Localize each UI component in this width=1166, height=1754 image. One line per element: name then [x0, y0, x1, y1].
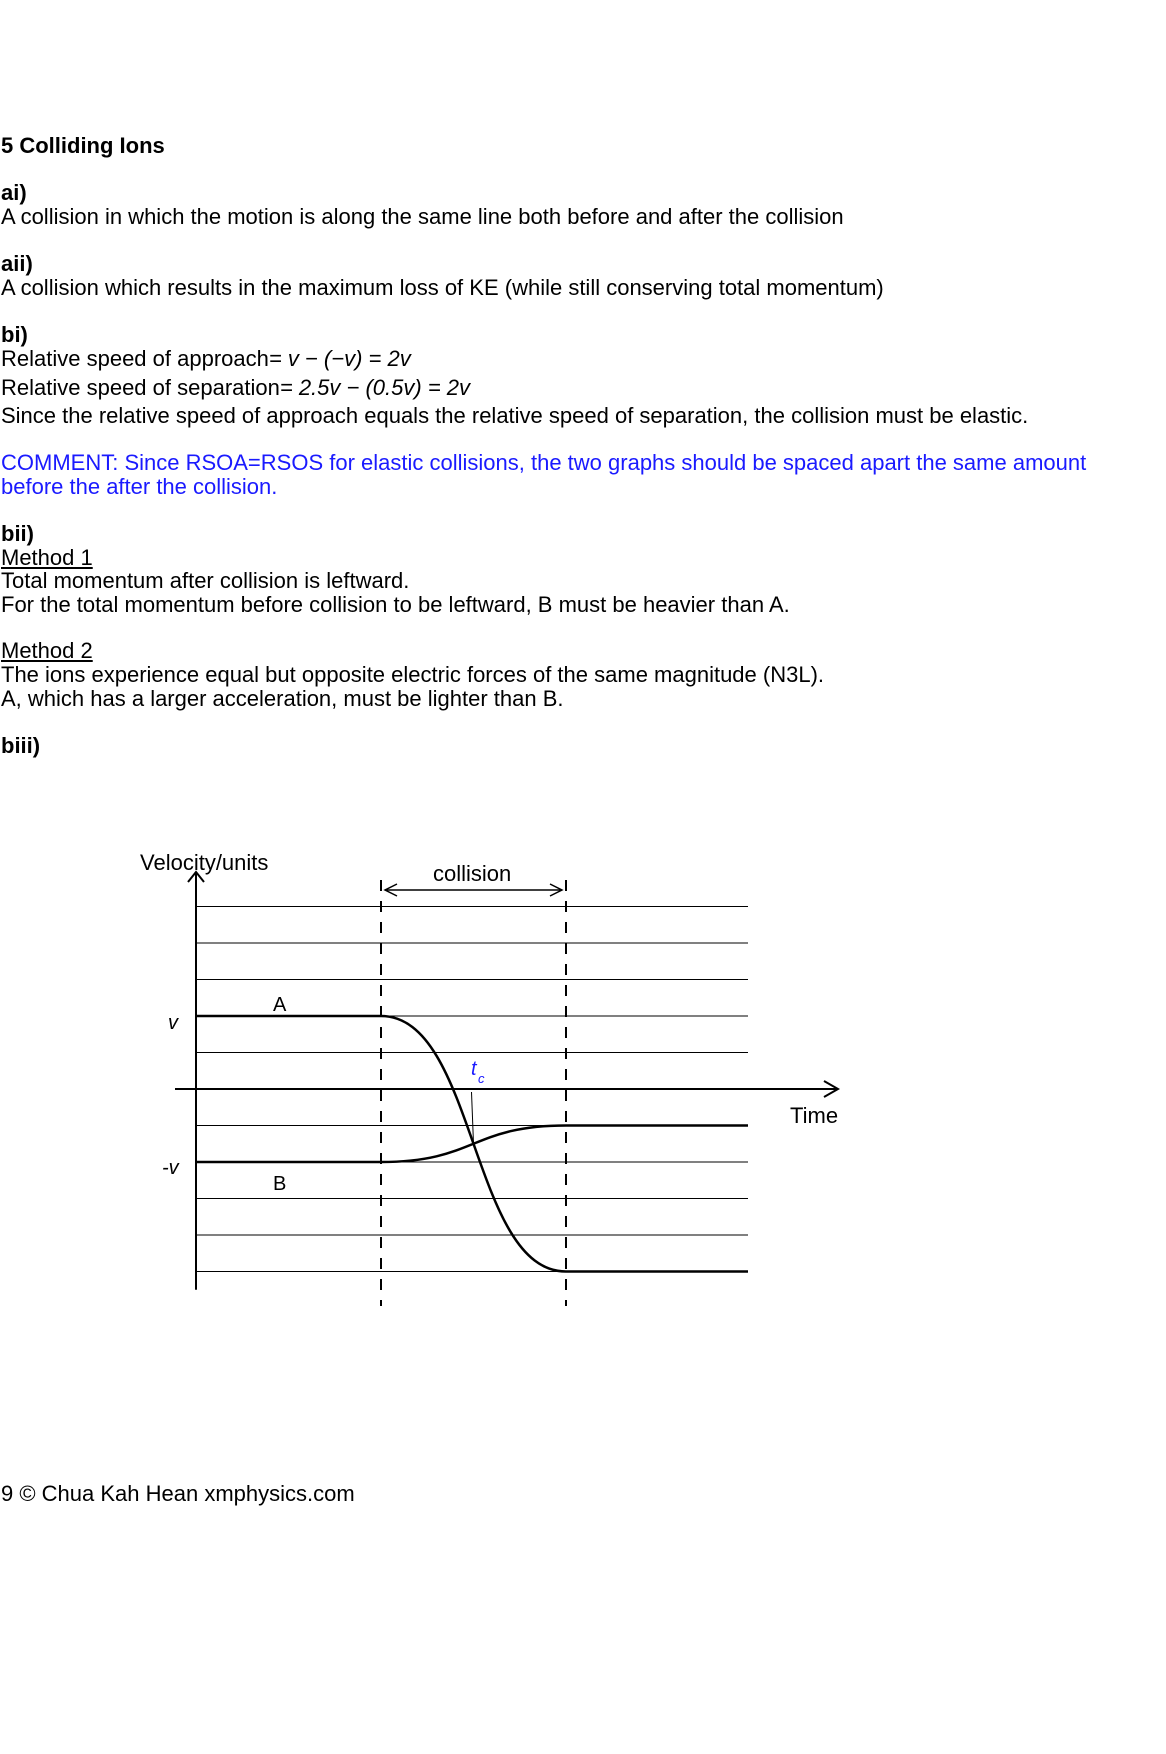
series-label-a: A [273, 994, 287, 1016]
approach-label: Relative speed of approach [1, 346, 269, 371]
method2-title: Method 2 [1, 638, 93, 663]
method1-title: Method 1 [1, 545, 93, 570]
answer-aii: A collision which results in the maximum loss of KE (while still conserving total momentum) [1, 275, 884, 300]
method1-line1: Total momentum after collision is leftward. [1, 568, 410, 593]
tc-label: t [471, 1058, 477, 1080]
y-tick-label-v: v [168, 1012, 178, 1034]
heading-aii: aii) [1, 251, 33, 276]
y-axis-label: Velocity/units [140, 850, 269, 875]
tc-subscript: c [478, 1071, 485, 1086]
heading-bi: bi) [1, 322, 28, 347]
series-curves [196, 1016, 748, 1272]
heading-bii: bii) [1, 521, 34, 546]
answer-ai: A collision in which the motion is along the same line both before and after the collision [1, 204, 844, 229]
method1-line2: For the total momentum before collision to be leftward, B must be heavier than A. [1, 592, 790, 617]
collision-markers [381, 880, 566, 1306]
curve-b [196, 1126, 748, 1163]
method2-line2: A, which has a larger acceleration, must be lighter than B. [1, 686, 564, 711]
heading-ai: ai) [1, 180, 27, 205]
footer: 9 © Chua Kah Hean xmphysics.com [1, 1481, 355, 1506]
comment-line-2: before the after the collision. [1, 474, 278, 499]
separation-label: Relative speed of separation [1, 375, 280, 400]
method2-line1: The ions experience equal but opposite electric forces of the same magnitude (N3L). [1, 662, 825, 687]
x-axis-label: Time [790, 1103, 839, 1128]
separation-equation: = 2.5v − (0.5v) = 2v [279, 375, 471, 400]
series-label-b: B [273, 1173, 287, 1195]
page-title: 5 Colliding Ions [1, 133, 165, 158]
heading-biii: biii) [1, 733, 41, 758]
bi-conclusion: Since the relative speed of approach equals the relative speed of separation, the collision must be elastic. [1, 403, 1029, 428]
y-tick-label-neg-v: -v [162, 1157, 179, 1179]
comment-line-1: COMMENT: Since RSOA=RSOS for elastic collisions, the two graphs should be spaced apart the same amount [1, 450, 1087, 475]
collision-label: collision [433, 861, 512, 886]
chart-labels [140, 850, 838, 1195]
approach-equation: = v − (−v) = 2v [268, 346, 411, 371]
